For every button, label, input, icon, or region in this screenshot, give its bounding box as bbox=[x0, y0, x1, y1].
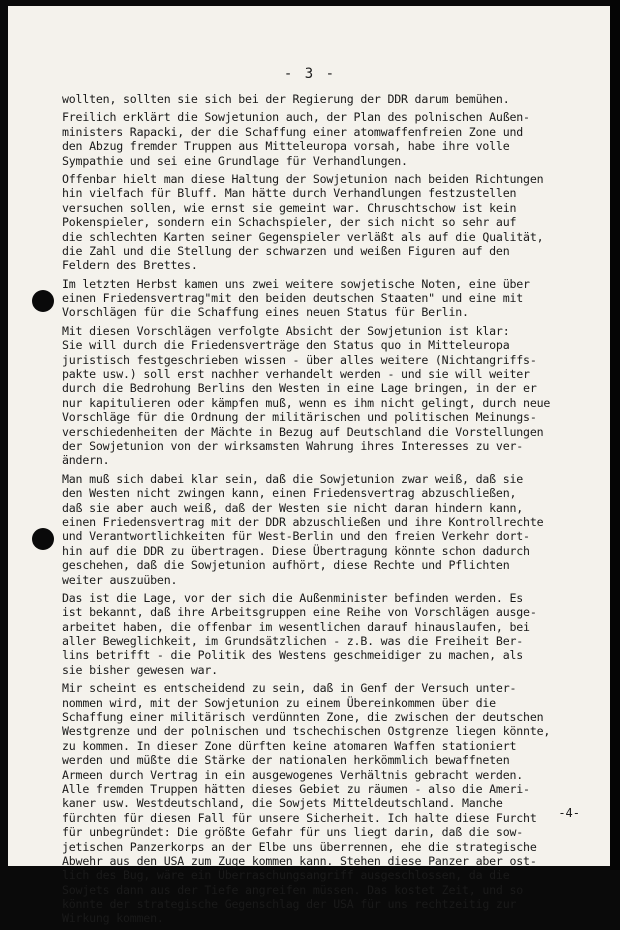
page-number: - 3 - bbox=[283, 66, 337, 82]
text-line: Abwehr aus den USA zum Zuge kommen kann. Stehen diese Panzer aber ost- bbox=[62, 853, 537, 868]
text-line: Feldern des Brettes. bbox=[62, 258, 198, 273]
paragraph bbox=[62, 472, 582, 587]
text-line: werden und müßte die Stärke der nationalen herkömmlich bewaffneten bbox=[62, 753, 510, 768]
text-line: arbeitet haben, die offenbar im wesentlichen darauf hinauslaufen, bei bbox=[62, 619, 530, 634]
text-line: ist bekannt, daß ihre Arbeitsgruppen eine Reihe von Vorschlägen ausge- bbox=[62, 605, 537, 620]
paragraph bbox=[62, 324, 582, 468]
text-line: sie bisher gewesen war. bbox=[62, 662, 218, 677]
paragraph bbox=[62, 681, 582, 926]
text-line: jetischen Panzerkorps an der Elbe uns überrennen, ehe die strategische bbox=[62, 839, 537, 854]
text-line: hin auf die DDR zu übertragen. Diese Übertragung könnte schon dadurch bbox=[62, 543, 530, 558]
text-line: nommen wird, mit der Sowjetunion zu einem Übereinkommen über die bbox=[62, 695, 496, 710]
paragraph bbox=[62, 172, 582, 273]
text-line: daß sie aber auch weiß, daß der Westen sie nicht daran hindern kann, bbox=[62, 500, 524, 515]
text-line: Sie will durch die Friedensverträge den Status quo in Mitteleuropa bbox=[62, 338, 510, 353]
text-line: Vorschläge für die Ordnung der militärischen und politischen Meinungs- bbox=[62, 410, 537, 425]
text-line: Pokenspieler, sondern ein Schachspieler, der sich nicht so sehr auf bbox=[62, 215, 517, 230]
paragraph bbox=[62, 591, 582, 677]
text-line: Freilich erklärt die Sowjetunion auch, der Plan des polnischen Außen- bbox=[62, 110, 530, 125]
text-line: Armeen durch Vertrag in ein ausgewogenes Verhältnis gebracht werden. bbox=[62, 767, 524, 782]
text-line: zu kommen. In dieser Zone dürften keine atomaren Waffen stationiert bbox=[62, 738, 517, 753]
text-line: Schaffung einer militärisch verdünnten Zone, die zwischen der deutschen bbox=[62, 710, 544, 725]
text-line: ändern. bbox=[62, 453, 110, 468]
text-line: Alle fremden Truppen hätten dieses Gebiet zu räumen - also die Ameri- bbox=[62, 781, 530, 796]
text-line: kaner usw. Westdeutschland, die Sowjets Mitteldeutschland. Manche bbox=[62, 796, 503, 811]
text-line: Das ist die Lage, vor der sich die Außenminister befinden werden. Es bbox=[62, 590, 524, 605]
text-line: verschiedenheiten der Mächte in Bezug auf Deutschland die Vorstellungen bbox=[62, 424, 544, 439]
text-line: Man muß sich dabei klar sein, daß die Sowjetunion zwar weiß, daß sie bbox=[62, 471, 524, 486]
text-line: könnte der strategische Gegenschlag der USA für uns rechtzeitig zur bbox=[62, 897, 517, 912]
document-body bbox=[62, 92, 582, 930]
text-line: den Abzug fremder Truppen aus Mitteleuropa vorsah, habe ihre volle bbox=[62, 139, 510, 154]
text-line: lich des Bug, wäre ein Überraschungsangriff ausgeschlossen, da die bbox=[62, 868, 510, 883]
text-line: der Sowjetunion von der wirksamsten Wahrung ihres Interesses zu ver- bbox=[62, 438, 524, 453]
text-line: Im letzten Herbst kamen uns zwei weitere sowjetische Noten, eine über bbox=[62, 276, 530, 291]
text-line: aller Beweglichkeit, im Grundsätzlichen - z.B. was die Freiheit Ber- bbox=[62, 634, 524, 649]
text-line: pakte usw.) soll erst nachher verhandelt werden - und sie will weiter bbox=[62, 367, 530, 382]
text-line: den Westen nicht zwingen kann, einen Friedensvertrag abzuschließen, bbox=[62, 486, 517, 501]
text-line: geschehen, daß die Sowjetunion aufhört, diese Rechte und Pflichten bbox=[62, 558, 510, 573]
text-line: juristisch festgeschrieben wissen - über alles weitere (Nichtangriffs- bbox=[62, 352, 537, 367]
text-line: einen Friedensvertrag mit der DDR abzuschließen und ihre Kontrollrechte bbox=[62, 514, 544, 529]
text-line: für unbegründet: Die größte Gefahr für uns liegt darin, daß die sow- bbox=[62, 825, 524, 840]
text-line: Mit diesen Vorschlägen verfolgte Absicht der Sowjetunion ist klar: bbox=[62, 323, 510, 338]
text-line: Sympathie und sei eine Grundlage für Verhandlungen. bbox=[62, 153, 408, 168]
text-line: Sowjets dann aus der Tiefe angreifen müssen. Das kostet Zeit, und so bbox=[62, 882, 524, 897]
text-line: und Verantwortlichkeiten für West-Berlin und den freien Verkehr dort- bbox=[62, 529, 530, 544]
text-line: die schlechten Karten seiner Gegenspieler verläßt als auf die Qualität, bbox=[62, 229, 544, 244]
text-line: lins betrifft - die Politik des Westens geschmeidiger zu machen, als bbox=[62, 648, 524, 663]
text-line: weiter auszuüben. bbox=[62, 572, 178, 587]
text-line: die Zahl und die Stellung der schwarzen und weißen Figuren auf den bbox=[62, 243, 510, 258]
paragraph bbox=[62, 277, 582, 320]
text-line: nur kapitulieren oder kämpfen muß, wenn es ihm nicht gelingt, durch neue bbox=[62, 395, 551, 410]
punch-hole-top bbox=[32, 290, 54, 312]
text-line: einen Friedensvertrag"mit den beiden deutschen Staaten" und eine mit bbox=[62, 291, 524, 306]
text-line: ministers Rapacki, der die Schaffung einer atomwaffenfreien Zone und bbox=[62, 124, 524, 139]
text-line: Mir scheint es entscheidend zu sein, daß in Genf der Versuch unter- bbox=[62, 681, 517, 696]
text-line: Vorschlägen für die Schaffung eines neuen Status für Berlin. bbox=[62, 305, 469, 320]
text-line: fürchten für diesen Fall für unsere Sicherheit. Ich halte diese Furcht bbox=[62, 810, 537, 825]
text-line: hin vielfach für Bluff. Man hätte durch Verhandlungen festzustellen bbox=[62, 186, 517, 201]
paragraph bbox=[62, 110, 582, 168]
text-line: durch die Bedrohung Berlins den Westen in eine Lage bringen, in der er bbox=[62, 381, 537, 396]
text-line: Wirkung kommen. bbox=[62, 911, 164, 926]
scan-edge bbox=[610, 0, 620, 870]
text-line: Westgrenze und der polnischen und tschechischen Ostgrenze liegen könnte, bbox=[62, 724, 551, 739]
paragraph bbox=[62, 92, 582, 106]
text-line: wollten, sollten sie sich bei der Regierung der DDR darum bemühen. bbox=[62, 92, 510, 106]
punch-hole-bottom bbox=[32, 528, 54, 550]
text-line: versuchen sollen, wie ernst sie gemeint war. Chruschtschow ist kein bbox=[62, 200, 517, 215]
text-line: Offenbar hielt man diese Haltung der Sowjetunion nach beiden Richtungen bbox=[62, 171, 544, 186]
next-page-marker: -4- bbox=[558, 806, 580, 820]
